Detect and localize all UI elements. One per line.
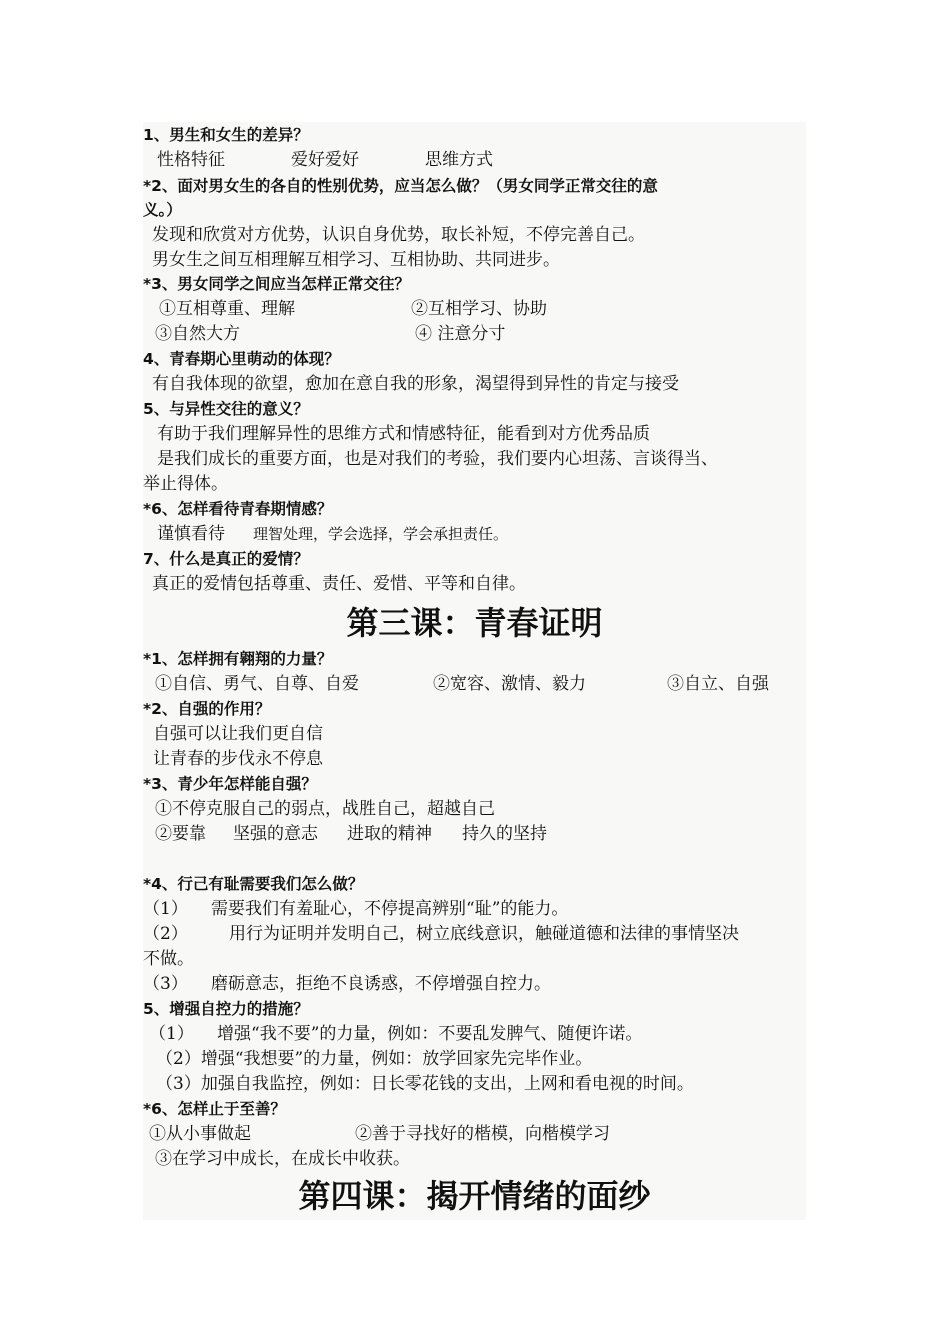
answer-line: 真正的爱情包括尊重、责任、爱惜、平等和自律。 xyxy=(152,574,526,594)
answer-line: 男女生之间互相理解互相学习、互相协助、共同进步。 xyxy=(152,250,560,270)
question-heading: *2、自强的作用？ xyxy=(143,700,271,718)
answer-line: 性格特征 爱好爱好 思维方式 xyxy=(157,150,493,170)
answer-line: ①不停克服自己的弱点，战胜自己，超越自己 xyxy=(155,799,495,819)
numbered-item: （2）增强“我想要”的力量，例如：放学回家先完毕作业。 xyxy=(156,1049,593,1069)
numbered-item: （1） 增强“我不要”的力量，例如：不要乱发脾气、随便许诺。 xyxy=(149,1024,643,1044)
answer-line: ①从小事做起 ②善于寻找好的楷模，向楷模学习 xyxy=(149,1124,610,1144)
lesson-title: 第四课：揭开情绪的面纱 xyxy=(298,1177,651,1215)
answer-line: 有助于我们理解异性的思维方式和情感特征，能看到对方优秀品质 xyxy=(157,424,650,444)
question-heading: *6、怎样看待青春期情感？ xyxy=(143,500,333,518)
numbered-item: （2） 用行为证明并发明自己，树立底线意识，触碰道德和法律的事情坚决 xyxy=(143,924,739,944)
answer-line: 有自我体现的欲望，愈加在意自我的形象，渴望得到异性的肯定与接受 xyxy=(152,374,679,394)
answer-line: 谨慎看待 理智处理，学会选择，学会承担责任。 xyxy=(157,524,509,544)
lesson-title: 第三课：青春证明 xyxy=(346,604,603,642)
numbered-item: （3）加强自我监控，例如：日长零花钱的支出，上网和看电视的时间。 xyxy=(156,1074,694,1094)
answer-line: ①互相尊重、理解 ②互相学习、协助 xyxy=(159,299,547,319)
answer-line: ①自信、勇气、自尊、自爱 ②宽容、激情、毅力 ③自立、自强 xyxy=(155,674,769,694)
question-heading: 1、男生和女生的差异？ xyxy=(143,126,309,144)
answer-line: 自强可以让我们更自信 xyxy=(153,724,323,744)
question-heading: *1、怎样拥有翱翔的力量？ xyxy=(143,650,333,668)
question-heading: 5、增强自控力的措施？ xyxy=(143,1000,309,1018)
answer-line: 是我们成长的重要方面，也是对我们的考验，我们要内心坦荡、言谈得当、 xyxy=(157,449,718,469)
question-heading-cont: 义。） xyxy=(143,201,182,219)
question-heading: *4、行己有耻需要我们怎么做？ xyxy=(143,875,364,893)
answer-line: ②要靠 坚强的意志 进取的精神 持久的坚持 xyxy=(155,824,547,844)
answer-line: ③自然大方 ④ 注意分寸 xyxy=(155,324,506,344)
numbered-item: （3） 磨砺意志，拒绝不良诱惑，不停增强自控力。 xyxy=(143,974,551,994)
answer-line: 发现和欣赏对方优势，认识自身优势，取长补短，不停完善自己。 xyxy=(152,225,645,245)
question-heading: *2、面对男女生的各自的性别优势，应当怎么做？（男女同学正常交往的意 xyxy=(143,177,658,195)
question-heading: *3、男女同学之间应当怎样正常交往？ xyxy=(143,275,410,293)
numbered-item: （1） 需要我们有羞耻心，不停提高辨别“耻”的能力。 xyxy=(143,899,569,919)
question-heading: *3、青少年怎样能自强？ xyxy=(143,775,317,793)
question-heading: *6、怎样止于至善？ xyxy=(143,1100,286,1118)
question-heading: 7、什么是真正的爱情？ xyxy=(143,550,309,568)
question-heading: 4、青春期心里萌动的体现？ xyxy=(143,350,340,368)
question-heading: 5、与异性交往的意义？ xyxy=(143,400,309,418)
answer-line: ③在学习中成长，在成长中收获。 xyxy=(155,1149,410,1169)
answer-line: 举止得体。 xyxy=(143,474,228,494)
answer-line: 让青春的步伐永不停息 xyxy=(153,749,323,769)
document-page xyxy=(143,122,806,1220)
numbered-item-cont: 不做。 xyxy=(143,949,194,969)
